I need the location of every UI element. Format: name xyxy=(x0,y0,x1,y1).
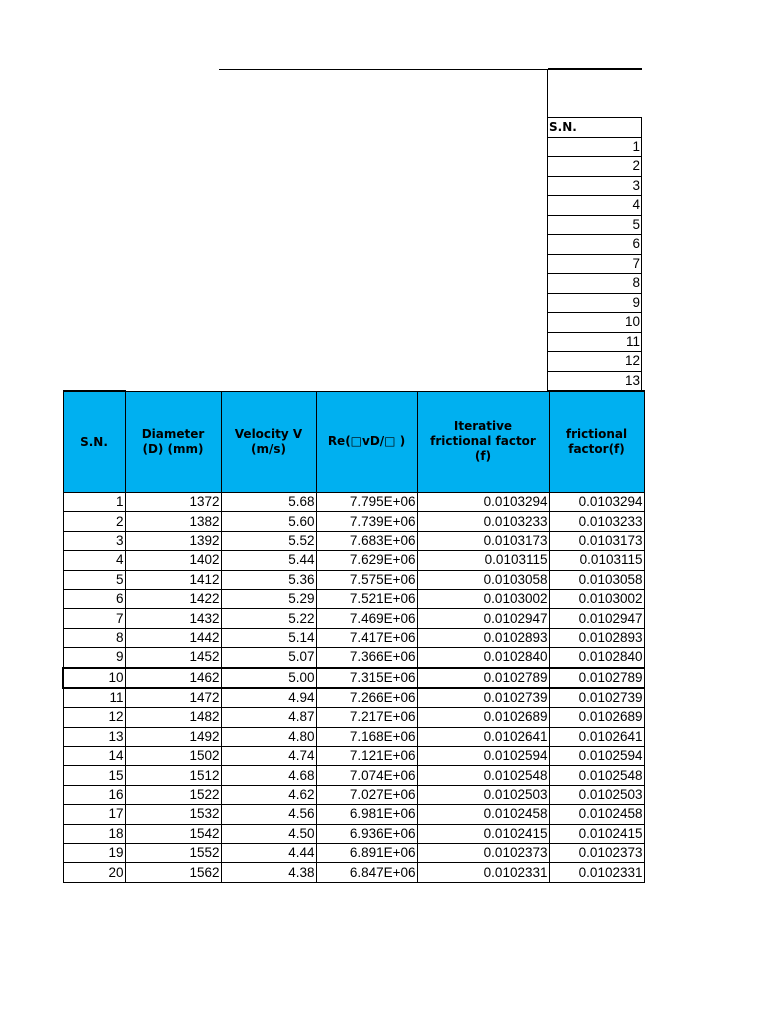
cell-sn: 14 xyxy=(63,747,125,766)
cell-sn: 18 xyxy=(63,824,125,843)
cell-reynolds: 7.469E+06 xyxy=(316,609,417,628)
cell-friction-factor: 0.0102739 xyxy=(549,688,644,708)
cell-friction-factor: 0.0102947 xyxy=(549,609,644,628)
cell-sn: 4 xyxy=(63,551,125,570)
upper-sn-cell: 1 xyxy=(547,138,642,158)
cell-friction-factor: 0.0102331 xyxy=(549,863,644,882)
cell-diameter: 1402 xyxy=(125,551,221,570)
cell-friction-factor: 0.0103115 xyxy=(549,551,644,570)
cell-sn: 2 xyxy=(63,512,125,531)
cell-iterative-friction: 0.0102458 xyxy=(417,805,549,824)
cell-iterative-friction: 0.0102373 xyxy=(417,844,549,863)
cell-iterative-friction: 0.0102548 xyxy=(417,766,549,785)
upper-sn-cell: 3 xyxy=(547,177,642,197)
cell-velocity: 4.38 xyxy=(221,863,316,882)
cell-iterative-friction: 0.0102503 xyxy=(417,785,549,804)
cell-diameter: 1442 xyxy=(125,628,221,647)
cell-reynolds: 7.795E+06 xyxy=(316,493,417,512)
cell-friction-factor: 0.0102893 xyxy=(549,628,644,647)
cell-friction-factor: 0.0103173 xyxy=(549,531,644,550)
cell-friction-factor: 0.0102548 xyxy=(549,766,644,785)
cell-velocity: 4.87 xyxy=(221,708,316,727)
cell-friction-factor: 0.0103002 xyxy=(549,589,644,608)
cell-sn: 10 xyxy=(63,668,125,688)
upper-sn-cell: 7 xyxy=(547,255,642,275)
upper-sn-header: S.N. xyxy=(547,117,642,138)
top-thick-border-line xyxy=(548,68,642,70)
cell-reynolds: 7.074E+06 xyxy=(316,766,417,785)
cell-velocity: 4.50 xyxy=(221,824,316,843)
cell-friction-factor: 0.0102641 xyxy=(549,727,644,746)
cell-reynolds: 7.266E+06 xyxy=(316,688,417,708)
cell-reynolds: 7.315E+06 xyxy=(316,668,417,688)
cell-reynolds: 7.168E+06 xyxy=(316,727,417,746)
cell-iterative-friction: 0.0102594 xyxy=(417,747,549,766)
cell-diameter: 1382 xyxy=(125,512,221,531)
cell-iterative-friction: 0.0102789 xyxy=(417,668,549,688)
table-row xyxy=(63,844,644,863)
header-sn: S.N. xyxy=(63,391,125,493)
cell-reynolds: 7.027E+06 xyxy=(316,785,417,804)
upper-sn-cell: 6 xyxy=(547,235,642,255)
cell-friction-factor: 0.0102594 xyxy=(549,747,644,766)
cell-diameter: 1412 xyxy=(125,570,221,589)
cell-reynolds: 6.847E+06 xyxy=(316,863,417,882)
cell-friction-factor: 0.0102503 xyxy=(549,785,644,804)
table-row xyxy=(63,688,644,708)
friction-factor-table xyxy=(62,390,645,883)
cell-velocity: 5.14 xyxy=(221,628,316,647)
cell-velocity: 5.07 xyxy=(221,648,316,668)
header-reynolds: Re(□vD/□ ) xyxy=(316,391,417,493)
cell-reynolds: 6.981E+06 xyxy=(316,805,417,824)
cell-diameter: 1432 xyxy=(125,609,221,628)
table-row xyxy=(63,609,644,628)
upper-sn-cell: 12 xyxy=(547,352,642,372)
cell-diameter: 1542 xyxy=(125,824,221,843)
table-row xyxy=(63,493,644,512)
cell-diameter: 1372 xyxy=(125,493,221,512)
cell-iterative-friction: 0.0102641 xyxy=(417,727,549,746)
cell-diameter: 1522 xyxy=(125,785,221,804)
cell-reynolds: 7.417E+06 xyxy=(316,628,417,647)
cell-iterative-friction: 0.0102415 xyxy=(417,824,549,843)
header-diameter: Diameter (D) (mm) xyxy=(125,391,221,493)
cell-velocity: 5.00 xyxy=(221,668,316,688)
cell-friction-factor: 0.0102415 xyxy=(549,824,644,843)
cell-sn: 13 xyxy=(63,727,125,746)
cell-sn: 9 xyxy=(63,648,125,668)
table-row xyxy=(63,589,644,608)
header-friction-factor: frictional factor(f) xyxy=(549,391,644,493)
cell-velocity: 5.29 xyxy=(221,589,316,608)
cell-friction-factor: 0.0103294 xyxy=(549,493,644,512)
cell-velocity: 4.56 xyxy=(221,805,316,824)
cell-friction-factor: 0.0102789 xyxy=(549,668,644,688)
cell-sn: 15 xyxy=(63,766,125,785)
cell-diameter: 1532 xyxy=(125,805,221,824)
table-row xyxy=(63,570,644,589)
cell-sn: 3 xyxy=(63,531,125,550)
upper-sn-column xyxy=(547,117,642,391)
table-header-row xyxy=(63,391,644,493)
cell-iterative-friction: 0.0103115 xyxy=(417,551,549,570)
upper-sn-cell: 8 xyxy=(547,274,642,294)
cell-diameter: 1452 xyxy=(125,648,221,668)
cell-reynolds: 7.366E+06 xyxy=(316,648,417,668)
upper-sn-cell: 13 xyxy=(547,372,642,392)
cell-iterative-friction: 0.0103233 xyxy=(417,512,549,531)
table-row xyxy=(63,785,644,804)
cell-diameter: 1512 xyxy=(125,766,221,785)
cell-velocity: 4.80 xyxy=(221,727,316,746)
table-row xyxy=(63,766,644,785)
cell-sn: 20 xyxy=(63,863,125,882)
table-row xyxy=(63,708,644,727)
cell-sn: 16 xyxy=(63,785,125,804)
table-row xyxy=(63,747,644,766)
cell-friction-factor: 0.0103233 xyxy=(549,512,644,531)
cell-sn: 12 xyxy=(63,708,125,727)
cell-velocity: 4.74 xyxy=(221,747,316,766)
cell-diameter: 1462 xyxy=(125,668,221,688)
table-row xyxy=(63,824,644,843)
cell-sn: 5 xyxy=(63,570,125,589)
table-row xyxy=(63,668,644,688)
table-row xyxy=(63,863,644,882)
cell-diameter: 1392 xyxy=(125,531,221,550)
cell-reynolds: 7.683E+06 xyxy=(316,531,417,550)
table-row xyxy=(63,512,644,531)
cell-iterative-friction: 0.0102739 xyxy=(417,688,549,708)
cell-iterative-friction: 0.0102893 xyxy=(417,628,549,647)
cell-diameter: 1472 xyxy=(125,688,221,708)
cell-sn: 6 xyxy=(63,589,125,608)
upper-sn-cell: 4 xyxy=(547,196,642,216)
cell-diameter: 1492 xyxy=(125,727,221,746)
cell-iterative-friction: 0.0102947 xyxy=(417,609,549,628)
cell-velocity: 5.22 xyxy=(221,609,316,628)
cell-reynolds: 7.521E+06 xyxy=(316,589,417,608)
cell-reynolds: 7.739E+06 xyxy=(316,512,417,531)
cell-reynolds: 6.936E+06 xyxy=(316,824,417,843)
cell-velocity: 5.44 xyxy=(221,551,316,570)
cell-reynolds: 6.891E+06 xyxy=(316,844,417,863)
cell-iterative-friction: 0.0103058 xyxy=(417,570,549,589)
cell-velocity: 4.62 xyxy=(221,785,316,804)
cell-sn: 7 xyxy=(63,609,125,628)
cell-reynolds: 7.629E+06 xyxy=(316,551,417,570)
table-row xyxy=(63,727,644,746)
cell-iterative-friction: 0.0102331 xyxy=(417,863,549,882)
table-row xyxy=(63,805,644,824)
top-border-line xyxy=(219,69,548,70)
cell-diameter: 1422 xyxy=(125,589,221,608)
cell-sn: 1 xyxy=(63,493,125,512)
cell-velocity: 4.44 xyxy=(221,844,316,863)
cell-diameter: 1502 xyxy=(125,747,221,766)
header-iterative-friction: Iterative frictional factor (f) xyxy=(417,391,549,493)
cell-iterative-friction: 0.0102840 xyxy=(417,648,549,668)
cell-velocity: 4.68 xyxy=(221,766,316,785)
table-row xyxy=(63,628,644,647)
cell-velocity: 5.60 xyxy=(221,512,316,531)
cell-reynolds: 7.121E+06 xyxy=(316,747,417,766)
cell-friction-factor: 0.0102689 xyxy=(549,708,644,727)
cell-reynolds: 7.575E+06 xyxy=(316,570,417,589)
cell-reynolds: 7.217E+06 xyxy=(316,708,417,727)
cell-iterative-friction: 0.0103294 xyxy=(417,493,549,512)
table-row xyxy=(63,648,644,668)
cell-velocity: 5.68 xyxy=(221,493,316,512)
cell-friction-factor: 0.0102840 xyxy=(549,648,644,668)
cell-sn: 17 xyxy=(63,805,125,824)
cell-friction-factor: 0.0102373 xyxy=(549,844,644,863)
cell-friction-factor: 0.0103058 xyxy=(549,570,644,589)
upper-sn-cell: 10 xyxy=(547,313,642,333)
cell-sn: 11 xyxy=(63,688,125,708)
cell-velocity: 4.94 xyxy=(221,688,316,708)
upper-sn-cell: 9 xyxy=(547,294,642,314)
table-row xyxy=(63,531,644,550)
cell-velocity: 5.36 xyxy=(221,570,316,589)
header-velocity: Velocity V (m/s) xyxy=(221,391,316,493)
cell-iterative-friction: 0.0103002 xyxy=(417,589,549,608)
upper-sn-cell: 5 xyxy=(547,216,642,236)
upper-sn-cell: 2 xyxy=(547,157,642,177)
cell-diameter: 1482 xyxy=(125,708,221,727)
cell-sn: 19 xyxy=(63,844,125,863)
upper-sn-cell: 11 xyxy=(547,333,642,353)
cell-iterative-friction: 0.0103173 xyxy=(417,531,549,550)
table-row xyxy=(63,551,644,570)
cell-friction-factor: 0.0102458 xyxy=(549,805,644,824)
cell-sn: 8 xyxy=(63,628,125,647)
cell-iterative-friction: 0.0102689 xyxy=(417,708,549,727)
cell-velocity: 5.52 xyxy=(221,531,316,550)
cell-diameter: 1562 xyxy=(125,863,221,882)
cell-diameter: 1552 xyxy=(125,844,221,863)
